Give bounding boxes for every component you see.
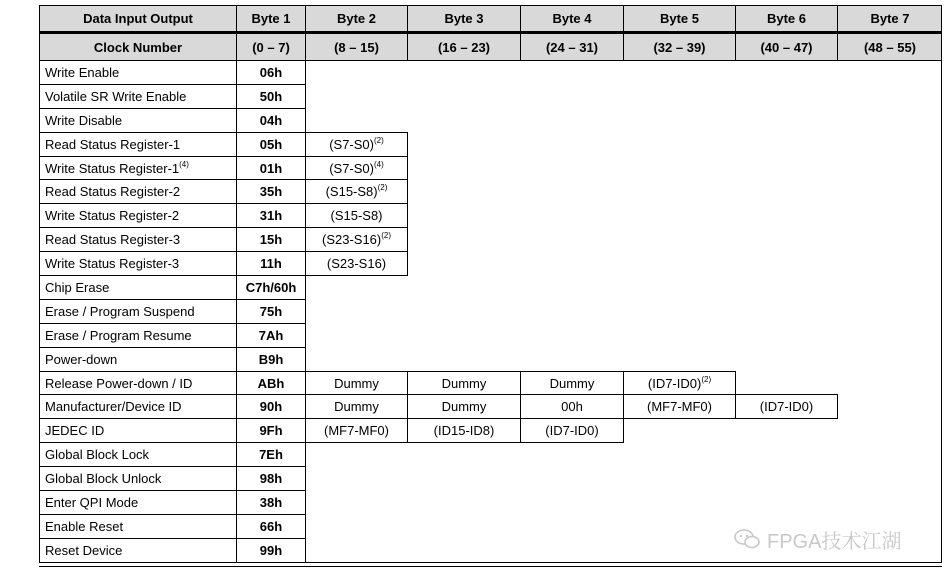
- instruction-name: Volatile SR Write Enable: [40, 84, 237, 108]
- empty-cell: [838, 395, 943, 419]
- header-cell: Byte 4: [521, 6, 624, 33]
- opcode-cell: 05h: [237, 132, 306, 156]
- header-cell: (32 – 39): [624, 33, 736, 61]
- instruction-name: Chip Erase: [40, 276, 237, 300]
- instruction-name: Read Status Register-1: [40, 132, 237, 156]
- table-row: [40, 108, 943, 132]
- empty-cell: [408, 252, 521, 276]
- opcode-cell: 11h: [237, 252, 306, 276]
- empty-cell: [408, 180, 521, 204]
- empty-cell: [736, 108, 838, 132]
- empty-cell: [838, 180, 943, 204]
- empty-cell: [624, 84, 736, 108]
- empty-cell: [408, 443, 521, 467]
- table-row: [40, 347, 943, 371]
- empty-cell: [306, 276, 408, 300]
- opcode-cell: 75h: [237, 299, 306, 323]
- empty-cell: [624, 514, 736, 538]
- table-row: [40, 84, 943, 108]
- empty-cell: [838, 371, 943, 395]
- opcode-cell: 31h: [237, 204, 306, 228]
- empty-cell: [408, 204, 521, 228]
- opcode-cell: B9h: [237, 347, 306, 371]
- empty-cell: [521, 491, 624, 515]
- empty-cell: [838, 84, 943, 108]
- byte-cell: $(S7-S0)^{(4)}$: [306, 156, 408, 180]
- table-row: [40, 204, 943, 228]
- instruction-name: Release Power-down / ID: [40, 371, 237, 395]
- empty-cell: [624, 61, 736, 85]
- empty-cell: [521, 299, 624, 323]
- empty-cell: [838, 299, 943, 323]
- empty-cell: [521, 323, 624, 347]
- table-row: [40, 180, 943, 204]
- empty-cell: [521, 228, 624, 252]
- empty-cell: [736, 443, 838, 467]
- byte-cell: (S23-S16): [306, 252, 408, 276]
- instruction-name: Write Enable: [40, 61, 237, 85]
- header-cell: Data Input Output: [40, 6, 237, 33]
- bottom-rule: [39, 566, 942, 567]
- opcode-cell: 38h: [237, 491, 306, 515]
- empty-cell: [521, 347, 624, 371]
- header-row-clock: [40, 33, 943, 61]
- empty-cell: [736, 204, 838, 228]
- empty-cell: [306, 347, 408, 371]
- instruction-name: Write Status Register-1$^{(4)}$: [40, 156, 237, 180]
- instruction-table: [39, 5, 942, 563]
- empty-cell: [408, 228, 521, 252]
- empty-cell: [624, 252, 736, 276]
- byte-cell: Dummy: [408, 371, 521, 395]
- instruction-name: Global Block Lock: [40, 443, 237, 467]
- table-row: [40, 419, 943, 443]
- header-cell: (0 – 7): [237, 33, 306, 61]
- empty-cell: [408, 538, 521, 562]
- empty-cell: [736, 132, 838, 156]
- empty-cell: [838, 443, 943, 467]
- opcode-cell: 66h: [237, 514, 306, 538]
- empty-cell: [624, 276, 736, 300]
- empty-cell: [306, 538, 408, 562]
- empty-cell: [624, 228, 736, 252]
- empty-cell: [624, 347, 736, 371]
- empty-cell: [408, 491, 521, 515]
- empty-cell: [838, 276, 943, 300]
- instruction-name: Write Status Register-3: [40, 252, 237, 276]
- byte-cell: $(S7-S0)^{(2)}$: [306, 132, 408, 156]
- empty-cell: [306, 299, 408, 323]
- table-row: [40, 443, 943, 467]
- table-row: [40, 252, 943, 276]
- empty-cell: [521, 108, 624, 132]
- table-row: [40, 61, 943, 85]
- empty-cell: [408, 132, 521, 156]
- byte-cell: (S15-S8): [306, 204, 408, 228]
- empty-cell: [306, 61, 408, 85]
- empty-cell: [736, 467, 838, 491]
- instruction-name: Reset Device: [40, 538, 237, 562]
- empty-cell: [521, 252, 624, 276]
- instruction-name: Global Block Unlock: [40, 467, 237, 491]
- opcode-cell: ABh: [237, 371, 306, 395]
- table-row: [40, 467, 943, 491]
- empty-cell: [736, 276, 838, 300]
- empty-cell: [408, 323, 521, 347]
- empty-cell: [838, 228, 943, 252]
- header-cell: Clock Number: [40, 33, 237, 61]
- instruction-name: Read Status Register-2: [40, 180, 237, 204]
- empty-cell: [838, 108, 943, 132]
- empty-cell: [521, 84, 624, 108]
- table-row: [40, 132, 943, 156]
- opcode-cell: 35h: [237, 180, 306, 204]
- empty-cell: [838, 347, 943, 371]
- byte-cell: (ID15-ID8): [408, 419, 521, 443]
- empty-cell: [521, 538, 624, 562]
- empty-cell: [521, 204, 624, 228]
- empty-cell: [736, 228, 838, 252]
- instruction-name: Manufacturer/Device ID: [40, 395, 237, 419]
- instruction-name: Erase / Program Resume: [40, 323, 237, 347]
- byte-cell: (MF7-MF0): [306, 419, 408, 443]
- empty-cell: [624, 323, 736, 347]
- empty-cell: [521, 443, 624, 467]
- table-row: [40, 371, 943, 395]
- empty-cell: [408, 467, 521, 491]
- empty-cell: [624, 156, 736, 180]
- empty-cell: [306, 467, 408, 491]
- header-cell: (16 – 23): [408, 33, 521, 61]
- empty-cell: [521, 514, 624, 538]
- empty-cell: [521, 61, 624, 85]
- header-cell: Byte 3: [408, 6, 521, 33]
- header-cell: Byte 1: [237, 6, 306, 33]
- empty-cell: [624, 132, 736, 156]
- empty-cell: [306, 514, 408, 538]
- byte-cell: $(ID7-ID0)^{(2)}$: [624, 371, 736, 395]
- instruction-name: Erase / Program Suspend: [40, 299, 237, 323]
- opcode-cell: 7Ah: [237, 323, 306, 347]
- opcode-cell: 50h: [237, 84, 306, 108]
- empty-cell: [408, 514, 521, 538]
- byte-cell: (MF7-MF0): [624, 395, 736, 419]
- empty-cell: [408, 156, 521, 180]
- opcode-cell: 7Eh: [237, 443, 306, 467]
- empty-cell: [521, 180, 624, 204]
- instruction-name: Enable Reset: [40, 514, 237, 538]
- instruction-name: Write Status Register-2: [40, 204, 237, 228]
- empty-cell: [624, 180, 736, 204]
- empty-cell: [624, 443, 736, 467]
- empty-cell: [838, 132, 943, 156]
- instruction-name: JEDEC ID: [40, 419, 237, 443]
- empty-cell: [521, 467, 624, 491]
- header-cell: (48 – 55): [838, 33, 943, 61]
- empty-cell: [838, 252, 943, 276]
- byte-cell: Dummy: [306, 395, 408, 419]
- empty-cell: [838, 467, 943, 491]
- empty-cell: [408, 347, 521, 371]
- empty-cell: [736, 323, 838, 347]
- byte-cell: Dummy: [306, 371, 408, 395]
- byte-cell: Dummy: [521, 371, 624, 395]
- empty-cell: [408, 276, 521, 300]
- instruction-name: Read Status Register-3: [40, 228, 237, 252]
- empty-cell: [838, 204, 943, 228]
- instruction-name: Write Disable: [40, 108, 237, 132]
- empty-cell: [838, 491, 943, 515]
- table-row: [40, 228, 943, 252]
- empty-cell: [736, 491, 838, 515]
- empty-cell: [736, 156, 838, 180]
- table-row: [40, 395, 943, 419]
- opcode-cell: 90h: [237, 395, 306, 419]
- empty-cell: [521, 156, 624, 180]
- header-cell: Byte 6: [736, 6, 838, 33]
- opcode-cell: 01h: [237, 156, 306, 180]
- table-row: [40, 276, 943, 300]
- empty-cell: [736, 252, 838, 276]
- byte-cell: (ID7-ID0): [521, 419, 624, 443]
- opcode-cell: C7h/60h: [237, 276, 306, 300]
- empty-cell: [736, 371, 838, 395]
- opcode-cell: 04h: [237, 108, 306, 132]
- watermark: [733, 524, 923, 554]
- header-cell: Byte 7: [838, 6, 943, 33]
- empty-cell: [306, 84, 408, 108]
- watermark-text: FPGA技术江湖: [767, 530, 902, 553]
- instruction-name: Power-down: [40, 347, 237, 371]
- instruction-table-frame: [39, 5, 942, 563]
- empty-cell: [736, 180, 838, 204]
- opcode-cell: 99h: [237, 538, 306, 562]
- table-row: [40, 491, 943, 515]
- opcode-cell: 15h: [237, 228, 306, 252]
- table-row: [40, 299, 943, 323]
- empty-cell: [408, 299, 521, 323]
- byte-cell: Dummy: [408, 395, 521, 419]
- empty-cell: [521, 132, 624, 156]
- empty-cell: [838, 323, 943, 347]
- header-cell: (40 – 47): [736, 33, 838, 61]
- opcode-cell: 06h: [237, 61, 306, 85]
- empty-cell: [736, 299, 838, 323]
- empty-cell: [624, 204, 736, 228]
- empty-cell: [306, 323, 408, 347]
- empty-cell: [624, 299, 736, 323]
- byte-cell: 00h: [521, 395, 624, 419]
- empty-cell: [624, 491, 736, 515]
- empty-cell: [624, 108, 736, 132]
- empty-cell: [838, 419, 943, 443]
- byte-cell: (ID7-ID0): [736, 395, 838, 419]
- table-row: [40, 323, 943, 347]
- empty-cell: [736, 61, 838, 85]
- header-cell: (8 – 15): [306, 33, 408, 61]
- empty-cell: [624, 467, 736, 491]
- opcode-cell: 9Fh: [237, 419, 306, 443]
- empty-cell: [838, 61, 943, 85]
- empty-cell: [306, 491, 408, 515]
- empty-cell: [408, 108, 521, 132]
- opcode-cell: 98h: [237, 467, 306, 491]
- empty-cell: [306, 108, 408, 132]
- empty-cell: [408, 84, 521, 108]
- byte-cell: $(S23-S16)^{(2)}$: [306, 228, 408, 252]
- empty-cell: [736, 419, 838, 443]
- header-cell: (24 – 31): [521, 33, 624, 61]
- empty-cell: [736, 84, 838, 108]
- header-cell: Byte 5: [624, 6, 736, 33]
- wechat-icon: [733, 528, 761, 550]
- byte-cell: $(S15-S8)^{(2)}$: [306, 180, 408, 204]
- empty-cell: [736, 347, 838, 371]
- empty-cell: [521, 276, 624, 300]
- empty-cell: [306, 443, 408, 467]
- empty-cell: [624, 419, 736, 443]
- empty-cell: [408, 61, 521, 85]
- header-row-byte: [40, 6, 943, 33]
- empty-cell: [624, 538, 736, 562]
- header-cell: Byte 2: [306, 6, 408, 33]
- instruction-name: Enter QPI Mode: [40, 491, 237, 515]
- empty-cell: [838, 156, 943, 180]
- table-row: [40, 156, 943, 180]
